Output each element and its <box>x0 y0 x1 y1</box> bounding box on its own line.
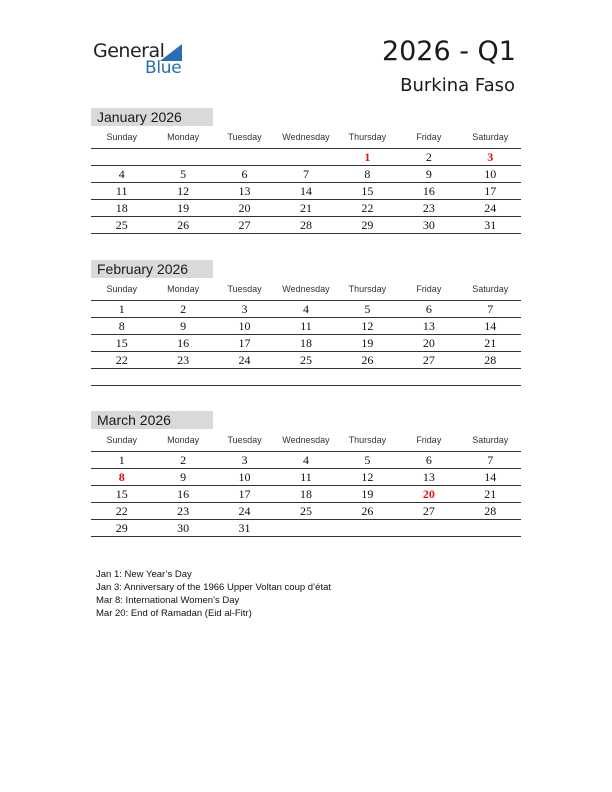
day-cell: 6 <box>425 301 432 316</box>
day-cell: 21 <box>484 335 497 350</box>
weekday-label: Monday <box>167 132 200 142</box>
holiday-note: Jan 1: New Year’s Day <box>96 569 192 580</box>
day-cell: 20 <box>238 200 251 215</box>
day-cell: 10 <box>238 318 251 333</box>
holiday-day-cell: 1 <box>364 149 371 164</box>
holiday-notes <box>96 568 331 620</box>
day-cell: 22 <box>115 352 128 367</box>
day-cell: 30 <box>177 520 190 535</box>
week-row <box>91 469 521 486</box>
day-cell: 24 <box>238 503 251 518</box>
day-cell: 3 <box>241 452 248 467</box>
week-row <box>91 217 521 234</box>
day-cell: 23 <box>177 503 190 518</box>
weekday-label: Tuesday <box>227 435 262 445</box>
week-row <box>91 301 521 318</box>
day-cell: 17 <box>238 335 251 350</box>
day-cell: 12 <box>361 469 374 484</box>
day-cell: 11 <box>300 318 312 333</box>
day-cell: 17 <box>238 486 251 501</box>
day-cell: 7 <box>302 166 309 181</box>
day-cell: 4 <box>118 166 125 181</box>
day-cell: 7 <box>487 301 494 316</box>
weekday-label: Wednesday <box>282 132 330 142</box>
month-calendar <box>91 108 521 234</box>
week-row <box>91 369 521 386</box>
weekday-label: Friday <box>416 284 442 294</box>
week-row <box>91 335 521 352</box>
day-cell: 10 <box>238 469 251 484</box>
day-cell: 6 <box>241 166 248 181</box>
day-cell: 10 <box>484 166 497 181</box>
day-cell: 23 <box>177 352 190 367</box>
day-cell: 17 <box>484 183 497 198</box>
day-cell: 16 <box>422 183 435 198</box>
day-cell: 2 <box>180 301 187 316</box>
day-cell: 16 <box>177 486 190 501</box>
day-cell: 15 <box>361 183 374 198</box>
logo-text-blue: Blue <box>145 58 182 78</box>
day-cell: 8 <box>364 166 371 181</box>
weekday-header-row <box>91 278 521 301</box>
day-cell: 28 <box>299 217 312 232</box>
weekday-label: Saturday <box>472 132 509 142</box>
day-cell: 13 <box>422 318 435 333</box>
day-cell: 21 <box>299 200 312 215</box>
day-cell: 11 <box>115 183 128 198</box>
day-cell: 6 <box>425 452 432 467</box>
day-cell: 26 <box>177 217 190 232</box>
generalblue-logo <box>93 40 193 80</box>
holiday-day-cell: 8 <box>118 469 125 484</box>
week-row <box>91 183 521 200</box>
day-cell: 25 <box>299 352 312 367</box>
day-cell: 14 <box>484 318 497 333</box>
day-cell: 14 <box>299 183 312 198</box>
day-cell: 5 <box>364 301 371 316</box>
day-cell: 9 <box>180 318 187 333</box>
page-subtitle: Burkina Faso <box>400 75 515 96</box>
day-cell: 19 <box>361 335 374 350</box>
day-cell: 13 <box>238 183 251 198</box>
day-cell: 26 <box>361 352 374 367</box>
month-calendar <box>91 260 521 386</box>
week-row <box>91 452 521 469</box>
day-cell: 16 <box>177 335 190 350</box>
day-cell: 7 <box>487 452 494 467</box>
weekday-label: Tuesday <box>227 132 262 142</box>
day-cell: 1 <box>118 301 125 316</box>
weekday-label: Tuesday <box>227 284 262 294</box>
day-cell: 1 <box>118 452 125 467</box>
week-row <box>91 166 521 183</box>
day-cell: 11 <box>300 469 312 484</box>
day-cell: 28 <box>484 503 497 518</box>
day-cell: 5 <box>180 166 187 181</box>
day-cell: 2 <box>180 452 187 467</box>
holiday-note: Mar 20: End of Ramadan (Eid al-Fitr) <box>96 608 252 619</box>
day-cell: 24 <box>238 352 251 367</box>
day-cell: 12 <box>177 183 190 198</box>
weekday-header-row <box>91 429 521 452</box>
day-cell: 18 <box>115 200 128 215</box>
day-cell: 5 <box>364 452 371 467</box>
day-cell: 2 <box>425 149 432 164</box>
day-cell: 31 <box>238 520 251 535</box>
holiday-day-cell: 3 <box>487 149 494 164</box>
day-cell: 27 <box>422 352 435 367</box>
day-cell: 19 <box>361 486 374 501</box>
day-cell: 12 <box>361 318 374 333</box>
week-row <box>91 200 521 217</box>
day-cell: 28 <box>484 352 497 367</box>
day-cell: 30 <box>422 217 435 232</box>
day-cell: 23 <box>422 200 435 215</box>
weekday-label: Sunday <box>106 284 137 294</box>
day-cell: 9 <box>425 166 432 181</box>
month-title: March 2026 <box>91 411 213 429</box>
weekday-label: Wednesday <box>282 435 330 445</box>
week-row <box>91 486 521 503</box>
weekday-label: Thursday <box>348 435 387 445</box>
day-cell: 24 <box>484 200 497 215</box>
week-row <box>91 503 521 520</box>
week-row <box>91 318 521 335</box>
day-cell: 14 <box>484 469 497 484</box>
weekday-label: Friday <box>416 435 442 445</box>
day-cell: 29 <box>361 217 374 232</box>
weekday-label: Saturday <box>472 284 509 294</box>
day-cell: 25 <box>115 217 128 232</box>
day-cell: 25 <box>299 503 312 518</box>
day-cell: 15 <box>115 486 128 501</box>
day-cell: 18 <box>299 335 312 350</box>
day-cell: 13 <box>422 469 435 484</box>
weekday-label: Sunday <box>106 435 137 445</box>
day-cell: 3 <box>241 301 248 316</box>
day-cell: 31 <box>484 217 497 232</box>
holiday-note: Jan 3: Anniversary of the 1966 Upper Voltan coup d’état <box>96 582 332 593</box>
day-cell: 20 <box>422 335 435 350</box>
weekday-label: Sunday <box>106 132 137 142</box>
weekday-label: Monday <box>167 284 200 294</box>
logo-text-general: General <box>93 40 165 62</box>
day-cell: 19 <box>177 200 190 215</box>
day-cell: 22 <box>361 200 374 215</box>
page-title: 2026 - Q1 <box>381 36 516 67</box>
weekday-label: Friday <box>416 132 442 142</box>
week-row <box>91 352 521 369</box>
day-cell: 29 <box>115 520 128 535</box>
day-cell: 27 <box>238 217 251 232</box>
week-row <box>91 520 521 537</box>
day-cell: 27 <box>422 503 435 518</box>
day-cell: 26 <box>361 503 374 518</box>
day-cell: 15 <box>115 335 128 350</box>
month-title: February 2026 <box>91 260 213 278</box>
week-row <box>91 149 521 166</box>
day-cell: 4 <box>302 452 309 467</box>
weekday-header-row <box>91 126 521 149</box>
month-calendar <box>91 411 521 537</box>
weekday-label: Monday <box>167 435 200 445</box>
day-cell: 21 <box>484 486 497 501</box>
month-title: January 2026 <box>91 108 213 126</box>
day-cell: 9 <box>180 469 187 484</box>
holiday-day-cell: 20 <box>422 486 435 501</box>
holiday-note: Mar 8: International Women’s Day <box>96 595 240 606</box>
day-cell: 8 <box>118 318 125 333</box>
weekday-label: Thursday <box>348 284 387 294</box>
weekday-label: Wednesday <box>282 284 330 294</box>
day-cell: 22 <box>115 503 128 518</box>
weekday-label: Thursday <box>348 132 387 142</box>
day-cell: 4 <box>302 301 309 316</box>
day-cell: 18 <box>299 486 312 501</box>
weekday-label: Saturday <box>472 435 509 445</box>
